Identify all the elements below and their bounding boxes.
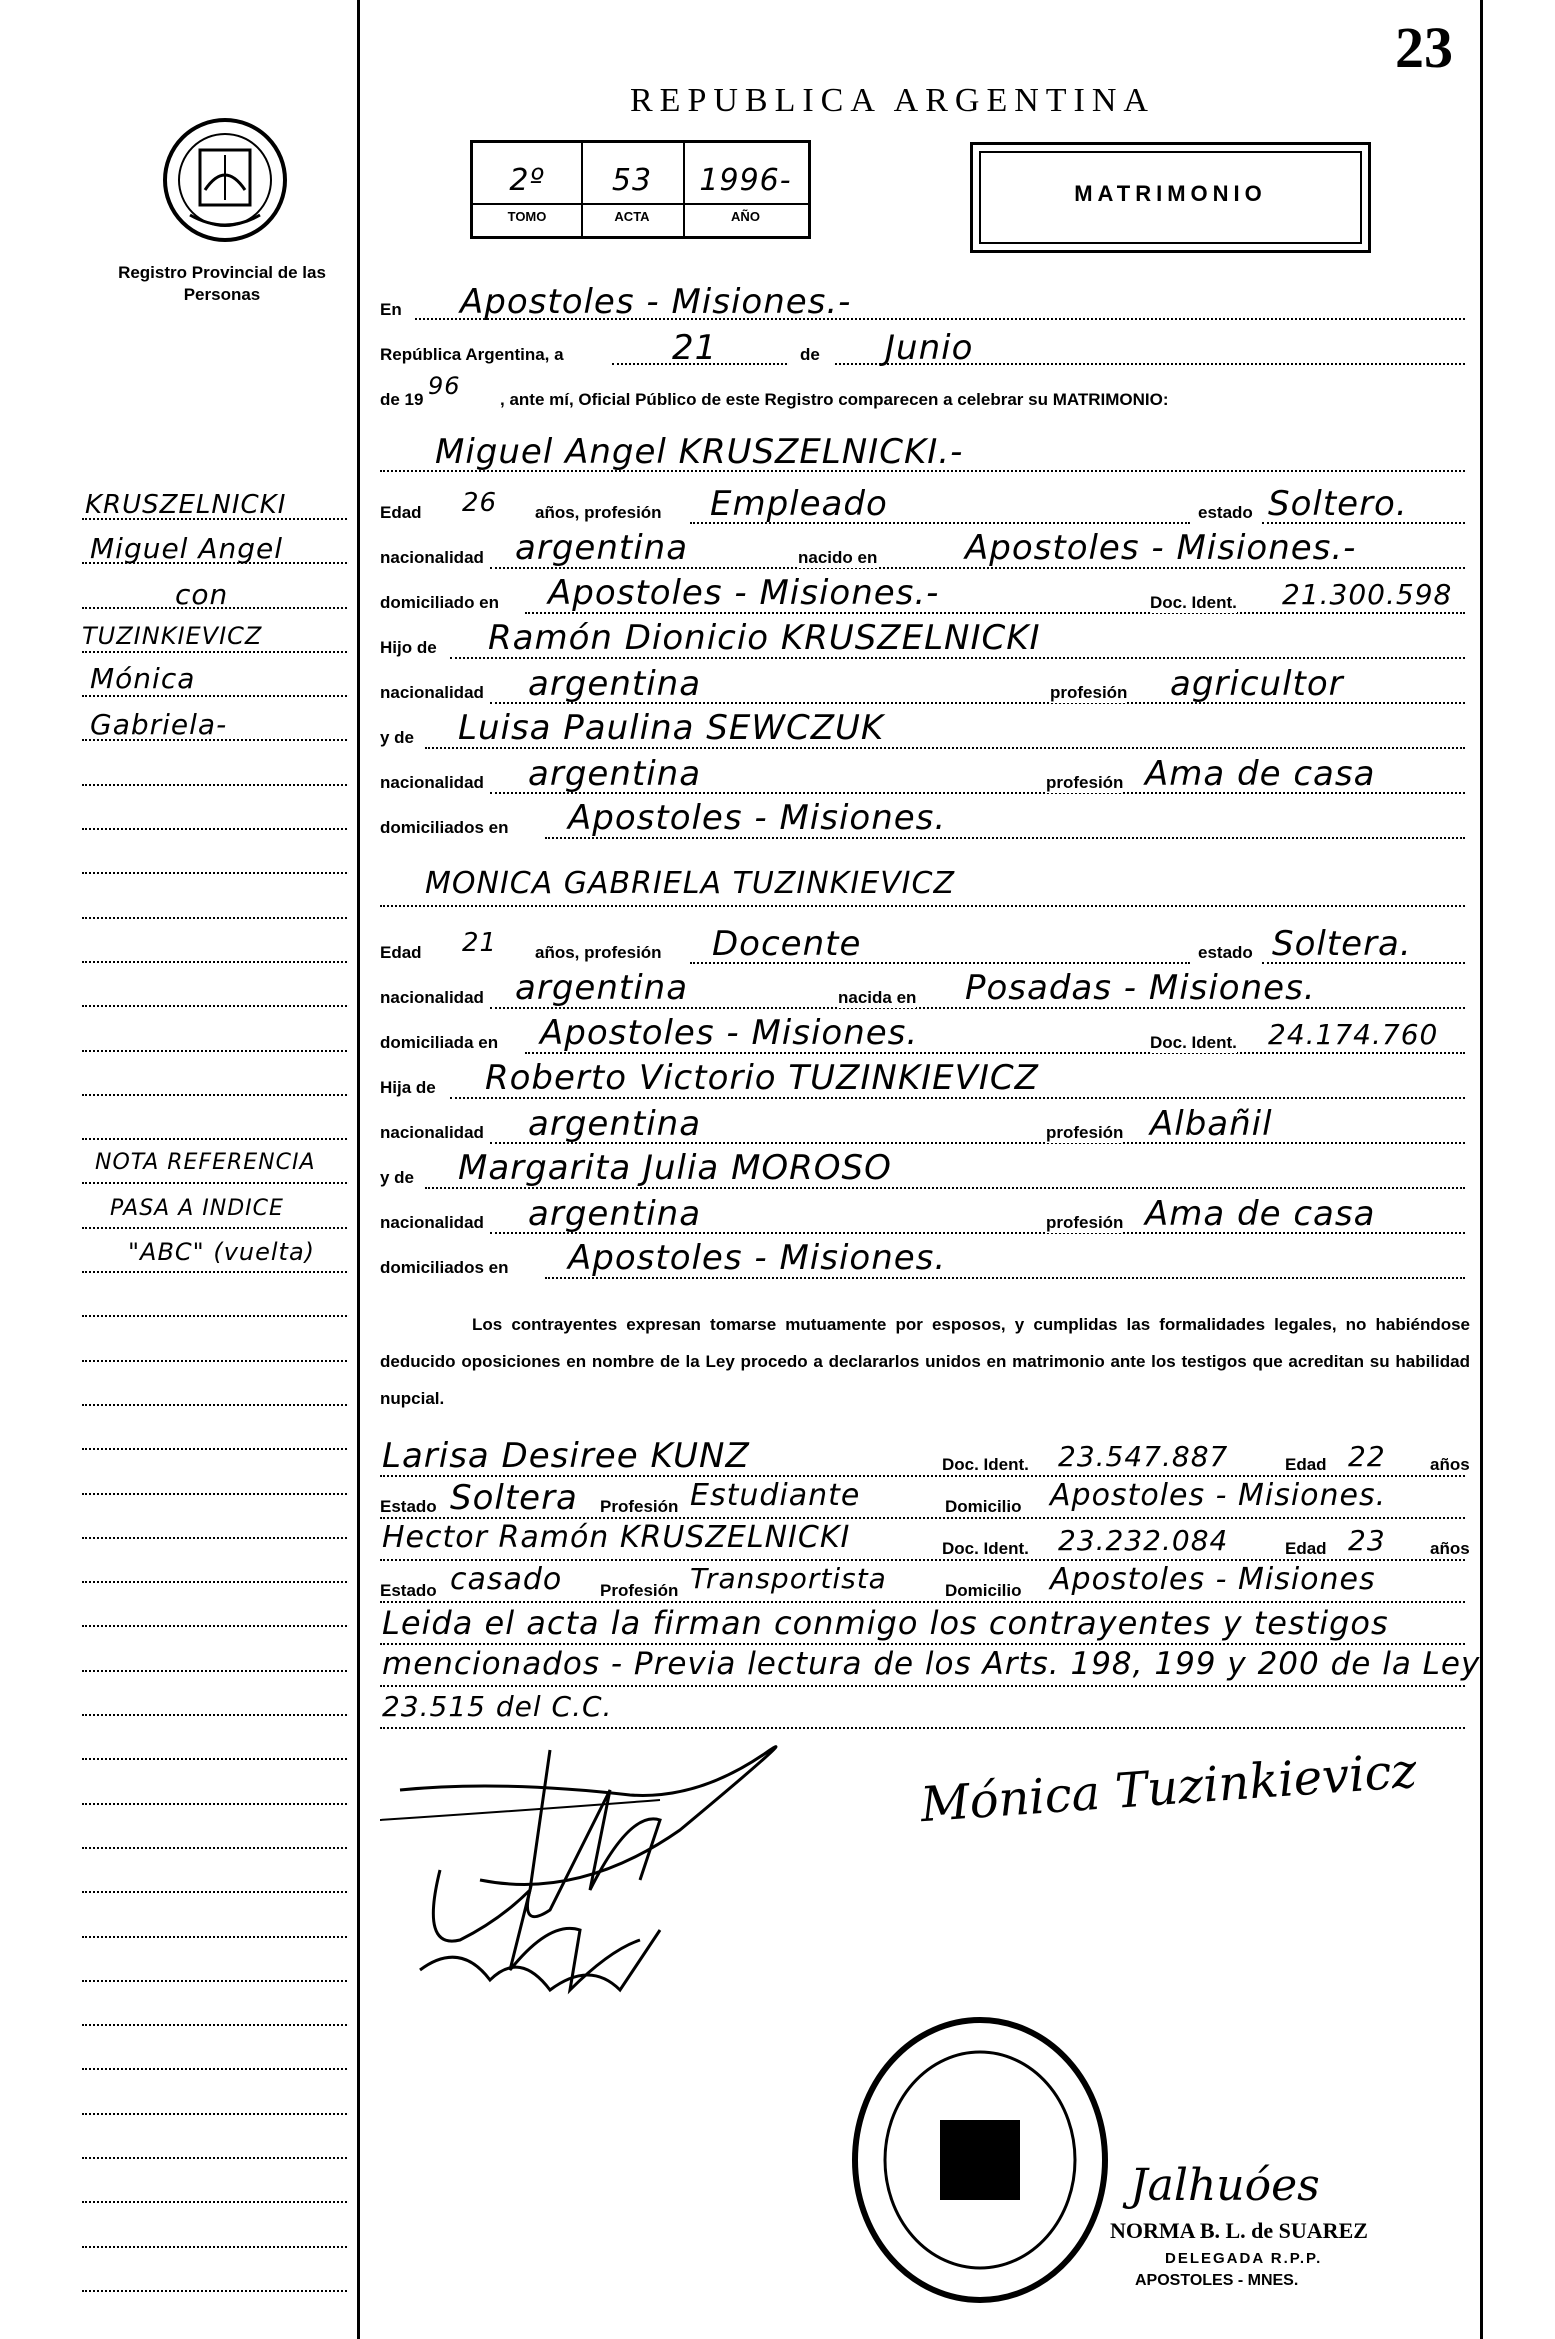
- official-seal-icon: [845, 2010, 1115, 2310]
- bride-nacida-label: nacida en: [838, 988, 917, 1007]
- margin-dotted-line: [82, 2024, 347, 2026]
- date-label-rest: , ante mí, Oficial Público de este Registro comparecen a celebrar su MATRIMONIO:: [500, 390, 1169, 409]
- bride-edad: 21: [462, 928, 498, 958]
- margin-dotted-line: [82, 1360, 347, 1362]
- witness-1-dom-label: Domicilio: [945, 1497, 1022, 1516]
- groom-anos-prof: años, profesión: [535, 503, 662, 522]
- page-number: 23: [1395, 15, 1453, 80]
- margin-dotted-line: [82, 1537, 347, 1539]
- witness-1-estado-label: Estado: [380, 1497, 437, 1516]
- groom-hijo-label: Hijo de: [380, 638, 437, 657]
- margin-nota-2: PASA A INDICE: [110, 1196, 284, 1221]
- witness-2-anos-label: años: [1430, 1539, 1470, 1558]
- groom-padre-nac-label: nacionalidad: [380, 683, 484, 702]
- groom-edad-label: Edad: [380, 503, 422, 522]
- registry-name: Registro Provincial de las Personas: [118, 263, 326, 304]
- witness-2-dom-label: Domicilio: [945, 1581, 1022, 1600]
- margin-dotted-line: [82, 1138, 347, 1140]
- groom-edad: 26: [462, 488, 498, 518]
- bride-padre-nac: argentina: [528, 1104, 702, 1144]
- margin-dotted-line: [82, 828, 347, 830]
- date-label-year: de 19: [380, 390, 424, 409]
- margin-dotted-line: [82, 1803, 347, 1805]
- margin-dotted-line: [82, 1448, 347, 1450]
- margin-con: con: [175, 578, 229, 611]
- bride-doc: 24.174.760: [1268, 1018, 1439, 1051]
- margin-dotted-line: [82, 2201, 347, 2203]
- official-signature: Jalhuóes: [1130, 2160, 1320, 2211]
- tomo-acta-box: [470, 140, 811, 239]
- witness-2-doc-label: Doc. Ident.: [942, 1539, 1029, 1558]
- bride-yde-label: y de: [380, 1168, 415, 1187]
- margin-dotted-line: [82, 1094, 347, 1096]
- margin-name-groom: Miguel Angel: [90, 532, 284, 565]
- margin-dotted-line: [82, 1050, 347, 1052]
- bride-doms-label: domiciliados en: [380, 1258, 509, 1277]
- acta-label: ACTA: [614, 209, 650, 224]
- margin-dotted-line: [82, 695, 347, 697]
- bride-doc-label: Doc. Ident.: [1150, 1033, 1237, 1052]
- margin-dotted-line: [82, 1315, 347, 1317]
- witness-2-prof-label: Profesión: [600, 1581, 679, 1600]
- witness-1-estado: Soltera: [450, 1478, 578, 1518]
- margin-dotted-line: [82, 2246, 347, 2248]
- margin-dotted-line: [82, 1493, 347, 1495]
- margin-surname-groom: KRUSZELNICKI: [85, 490, 287, 520]
- bride-profesion: Docente: [712, 924, 862, 964]
- signature-scribbles: [380, 1690, 880, 2010]
- right-margin-rule: [1480, 0, 1483, 2339]
- margin-dotted-line: [82, 872, 347, 874]
- bride-madre: Margarita Julia MOROSO: [458, 1148, 892, 1188]
- coat-of-arms-icon: [160, 115, 290, 245]
- closing-line-3: 23.515 del C.C.: [382, 1690, 613, 1723]
- margin-nota-1: NOTA REFERENCIA: [95, 1150, 316, 1175]
- bride-padres-dom: Apostoles - Misiones.: [568, 1238, 947, 1278]
- bride-madre-prof-label: profesión: [1046, 1213, 1124, 1232]
- groom-name: Miguel Angel KRUSZELNICKI.-: [435, 432, 964, 472]
- witness-2-estado-label: Estado: [380, 1581, 437, 1600]
- witness-1-edad: 22: [1348, 1440, 1386, 1473]
- bride-hija-label: Hija de: [380, 1078, 436, 1097]
- bride-nacida: Posadas - Misiones.: [965, 968, 1316, 1008]
- tomo-label: TOMO: [507, 209, 547, 224]
- witness-1-edad-label: Edad: [1285, 1455, 1327, 1474]
- bride-edad-label: Edad: [380, 943, 422, 962]
- groom-estado-label: estado: [1198, 503, 1253, 522]
- witness-2-profesion: Transportista: [690, 1562, 887, 1595]
- bride-madre-nac-label: nacionalidad: [380, 1213, 484, 1232]
- groom-domicilio: Apostoles - Misiones.-: [548, 573, 940, 613]
- margin-dotted-line: [82, 2113, 347, 2115]
- official-place: APOSTOLES - MNES.: [1135, 2272, 1299, 2289]
- margin-dotted-line: [82, 1670, 347, 1672]
- bride-dom-label: domiciliada en: [380, 1033, 499, 1052]
- act-type-box: [970, 142, 1371, 253]
- groom-madre-nac-label: nacionalidad: [380, 773, 484, 792]
- ano-label: AÑO: [731, 209, 760, 224]
- witness-2-doc: 23.232.084: [1058, 1524, 1229, 1557]
- bride-padre-prof-label: profesión: [1046, 1123, 1124, 1142]
- witness-1-anos-label: años: [1430, 1455, 1470, 1474]
- closing-line-2: mencionados - Previa lectura de los Arts. 198, 199 y 200 de la Ley: [382, 1646, 1481, 1682]
- bride-padre-prof: Albañil: [1150, 1104, 1273, 1144]
- bride-name: MONICA GABRIELA TUZINKIEVICZ: [425, 866, 956, 901]
- margin-name-bride: Mónica: [90, 662, 196, 695]
- bride-domicilio: Apostoles - Misiones.: [540, 1013, 919, 1053]
- margin-dotted-line: [82, 784, 347, 786]
- witness-2-domicilio: Apostoles - Misiones: [1050, 1562, 1376, 1597]
- country-title: REPUBLICA ARGENTINA: [630, 82, 1155, 119]
- witness-1-profesion: Estudiante: [690, 1478, 861, 1513]
- witness-1-name: Larisa Desiree KUNZ: [382, 1436, 750, 1476]
- groom-madre-nac: argentina: [528, 754, 702, 794]
- groom-yde-label: y de: [380, 728, 415, 747]
- bride-nac-label: nacionalidad: [380, 988, 484, 1007]
- bride-madre-prof: Ama de casa: [1145, 1194, 1376, 1234]
- date-label-de: de: [800, 345, 820, 364]
- margin-dotted-line: [82, 1182, 347, 1184]
- groom-doc: 21.300.598: [1282, 578, 1453, 611]
- witness-1-doc-label: Doc. Ident.: [942, 1455, 1029, 1474]
- margin-dotted-line: [82, 1714, 347, 1716]
- official-title: DELEGADA R.P.P.: [1165, 2250, 1323, 2267]
- margin-dotted-line: [82, 1980, 347, 1982]
- margin-nota-3: "ABC" (vuelta): [128, 1238, 316, 1266]
- bride-padre: Roberto Victorio TUZINKIEVICZ: [485, 1058, 1039, 1098]
- margin-dotted-line: [82, 1758, 347, 1760]
- margin-dotted-line: [82, 917, 347, 919]
- margin-dotted-line: [82, 2290, 347, 2292]
- margin-dotted-line: [82, 1227, 347, 1229]
- groom-madre-prof: Ama de casa: [1145, 754, 1376, 794]
- official-name: NORMA B. L. de SUAREZ: [1110, 2218, 1368, 2243]
- groom-dom-label: domiciliado en: [380, 593, 500, 612]
- place-value: Apostoles - Misiones.-: [460, 282, 852, 322]
- groom-doms-label: domiciliados en: [380, 818, 509, 837]
- left-margin-rule: [357, 0, 360, 2339]
- margin-surname-bride: TUZINKIEVICZ: [82, 622, 263, 650]
- margin-dotted-line: [82, 1581, 347, 1583]
- margin-dotted-line: [82, 1625, 347, 1627]
- margin-dotted-line: [82, 961, 347, 963]
- groom-padres-dom: Apostoles - Misiones.: [568, 798, 947, 838]
- groom-padre-prof-label: profesión: [1050, 683, 1128, 702]
- groom-nacionalidad: argentina: [515, 528, 689, 568]
- groom-doc-label: Doc. Ident.: [1150, 593, 1237, 612]
- groom-nac-label: nacionalidad: [380, 548, 484, 567]
- groom-madre-prof-label: profesión: [1046, 773, 1124, 792]
- ano-value: 1996-: [699, 163, 792, 198]
- bride-padre-nac-label: nacionalidad: [380, 1123, 484, 1142]
- date-day: 21: [672, 328, 718, 368]
- margin-name-bride-2: Gabriela-: [90, 708, 228, 741]
- margin-dotted-line: [82, 1936, 347, 1938]
- margin-dotted-line: [82, 2157, 347, 2159]
- margin-dotted-line: [82, 1404, 347, 1406]
- witness-2-edad: 23: [1348, 1524, 1386, 1557]
- groom-nacido: Apostoles - Misiones.-: [965, 528, 1357, 568]
- bride-anos-prof: años, profesión: [535, 943, 662, 962]
- date-label-republica: República Argentina, a: [380, 345, 564, 364]
- groom-padre: Ramón Dionicio KRUSZELNICKI: [488, 618, 1041, 658]
- closing-line-1: Leida el acta la firman conmigo los contrayentes y testigos: [382, 1604, 1389, 1642]
- witness-1-domicilio: Apostoles - Misiones.: [1050, 1478, 1387, 1513]
- groom-nacido-label: nacido en: [798, 548, 878, 567]
- groom-madre: Luisa Paulina SEWCZUK: [458, 708, 885, 748]
- acta-value: 53: [611, 163, 653, 198]
- bride-estado: Soltera.: [1272, 924, 1412, 964]
- margin-dotted-line: [82, 1271, 347, 1273]
- legal-statement: Los contrayentes expresan tomarse mutuamente por esposos, y cumplidas las formalidades legales, no habiéndose deducido oposiciones en nombre de la Ley procedo a declararlos unidos en matrimonio ante los testigos que acreditan su habilidad nupcial.: [380, 1315, 1470, 1408]
- groom-estado: Soltero.: [1268, 484, 1408, 524]
- groom-profesion: Empleado: [710, 484, 888, 524]
- tomo-value: 2º: [509, 163, 545, 198]
- margin-dotted-line: [82, 651, 347, 653]
- date-month: Junio: [885, 328, 974, 368]
- witness-2-name: Hector Ramón KRUSZELNICKI: [382, 1520, 851, 1555]
- witness-2-edad-label: Edad: [1285, 1539, 1327, 1558]
- bride-nacionalidad: argentina: [515, 968, 689, 1008]
- witness-1-prof-label: Profesión: [600, 1497, 679, 1516]
- witness-2-estado: casado: [450, 1562, 563, 1597]
- place-label: En: [380, 300, 402, 319]
- bride-madre-nac: argentina: [528, 1194, 702, 1234]
- margin-dotted-line: [82, 1891, 347, 1893]
- margin-dotted-line: [82, 2068, 347, 2070]
- bride-signature: Mónica Tuzinkievicz: [918, 1742, 1419, 1834]
- witness-1-doc: 23.547.887: [1058, 1440, 1229, 1473]
- margin-dotted-line: [82, 1005, 347, 1007]
- groom-padre-prof: agricultor: [1170, 664, 1344, 704]
- date-year: 96: [428, 372, 461, 400]
- bride-estado-label: estado: [1198, 943, 1253, 962]
- margin-dotted-line: [82, 1847, 347, 1849]
- act-type: MATRIMONIO: [1074, 181, 1267, 206]
- groom-padre-nac: argentina: [528, 664, 702, 704]
